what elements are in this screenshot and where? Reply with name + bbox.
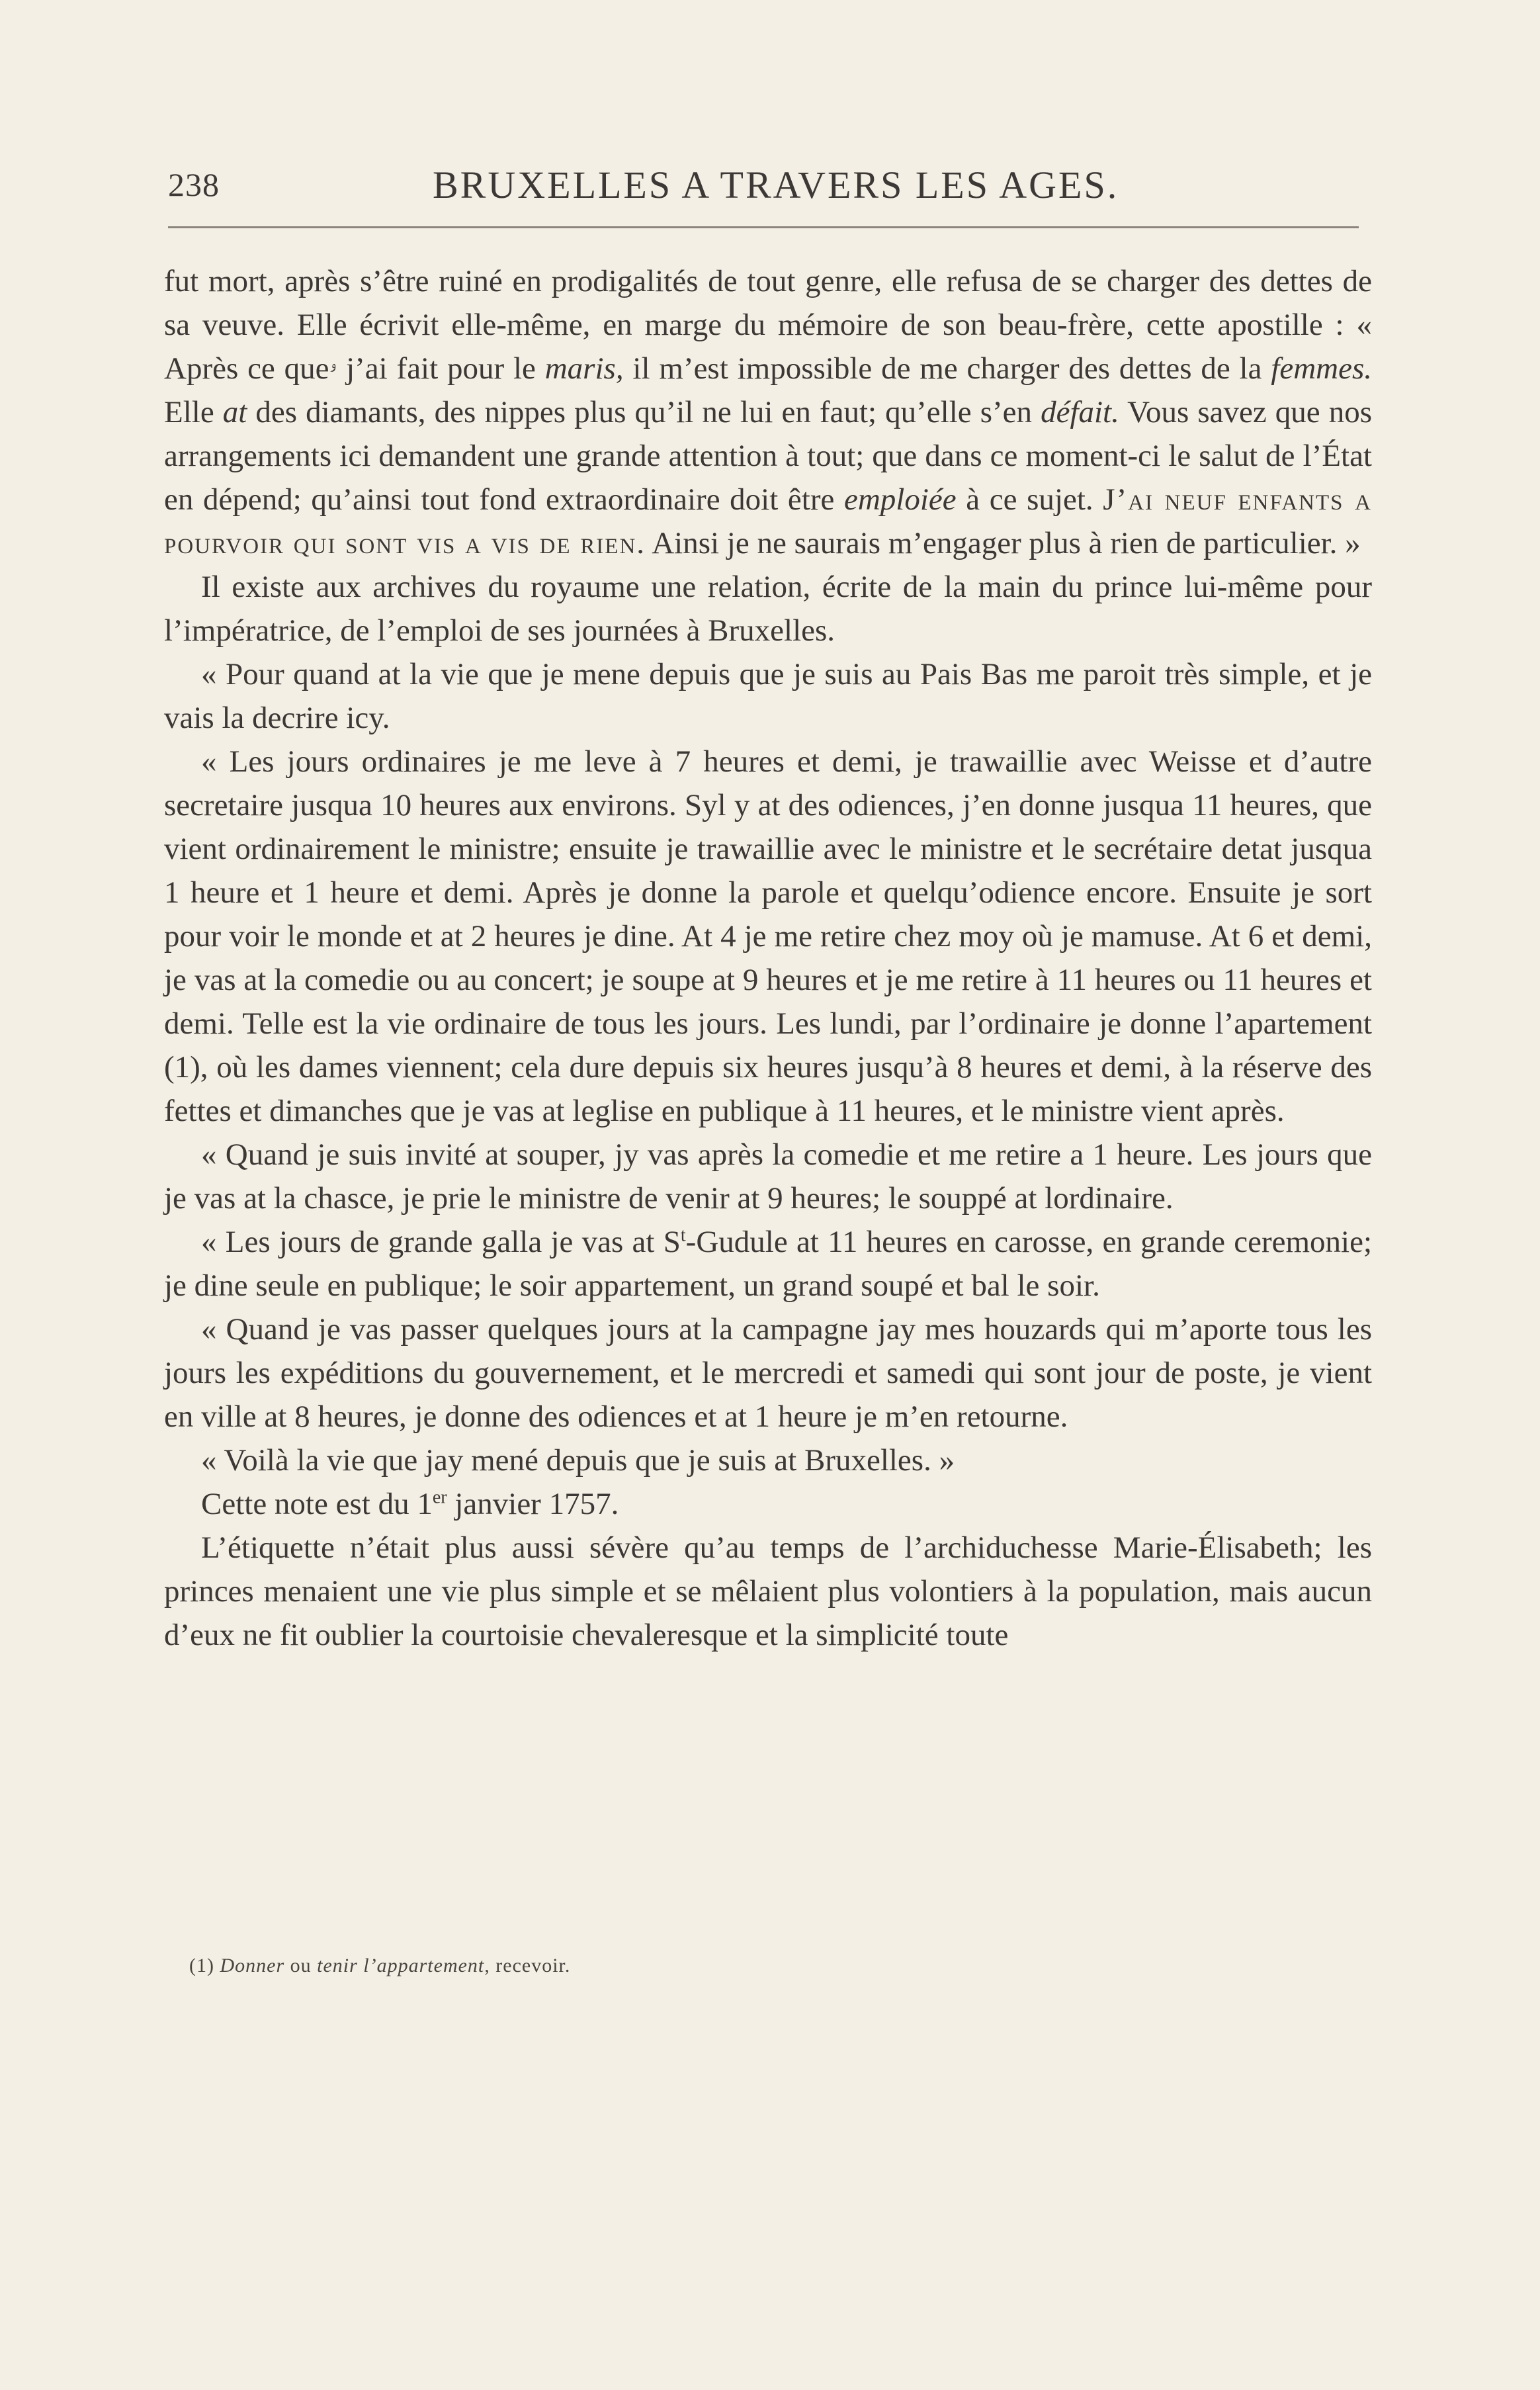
italic-at: at: [222, 395, 247, 429]
paragraph-1: fut mort, après s’être ruiné en prodigalités de tout genre, elle refusa de se charger des dettes de sa veuve. Elle écrivit elle-même, en marge du mémoire de son beau-frère, cette apostille : « Après ce queۥ j’ai fait pour le maris, il m’est impossible de me charger des dettes de la femmes. Elle at des diamants, des nippes plus qu’il ne lui en faut; qu’elle s’en défait. Vous savez que nos arrangements ici demandent une grande attention à tout; que dans ce moment-ci le salut de l’État en dépend; qu’ainsi tout fond extraordinaire doit être emploiée à ce sujet. J’ai neuf enfants a pourvoir qui sont vis a vis de rien. Ainsi je ne saurais m’engager plus à rien de particulier. »: [164, 264, 1373, 560]
italic-defait: défait.: [1041, 395, 1119, 429]
page-number: 238: [168, 166, 220, 203]
paragraph-10: L’étiquette n’était plus aussi sévère qu’au temps de l’archiduchesse Marie-Élisabeth; les princes menaient une vie plus simple et se mêlaient plus volontiers à la population, mais aucun d’eux ne fit oublier la courtoisie chevaleresque et la simplicité toute: [164, 1530, 1372, 1652]
paragraph-6: « Les jours de grande galla je vas at $S^t$-Gudule at 11 heures en carosse, en grande ceremonie; je dine seule en publique; le soir appartement, un grand soupé et bal le soir.: [164, 1225, 1373, 1303]
italic-emploiee: emploiée: [844, 482, 957, 517]
paragraph-9: Cette note est du 1er janvier 1757.: [201, 1487, 619, 1521]
footnote: (1) Donner ou tenir l’appartement, recevoir.: [189, 1955, 571, 1976]
paragraph-7: « Quand je vas passer quelques jours at la campagne jay mes houzards qui m’aporte tous les jours les expéditions du gouvernement, et le mercredi et samedi qui sont jour de poste, je vient en ville at 8 heures, je donne des odiences et at 1 heure je m’en retourne.: [164, 1312, 1372, 1434]
superscript-t: t: [680, 1225, 686, 1246]
paragraph-5: « Quand je suis invité at souper, jy vas après la comedie et me retire a 1 heure. Les jours que je vas at la chasce, je prie le ministre de venir at 9 heures; le souppé at lordinaire.: [164, 1137, 1372, 1216]
small-caps-phrase: J’ai neuf enfants a pourvoir qui sont vis a vis de rien.: [164, 482, 1372, 560]
superscript-er: er: [432, 1487, 447, 1508]
paragraph-2: Il existe aux archives du royaume une relation, écrite de la main du prince lui-même pour l’impératrice, de l’emploi de ses journées à Bruxelles.: [164, 570, 1372, 648]
running-title: BRUXELLES A TRAVERS LES AGES.: [433, 163, 1119, 206]
paragraph-8: « Voilà la vie que jay mené depuis que je suis at Bruxelles. »: [201, 1443, 955, 1478]
italic-femmes: femmes.: [1271, 351, 1373, 386]
body-text: [164, 259, 1372, 1657]
paragraph-3: « Pour quand at la vie que je mene depuis que je suis au Pais Bas me paroit très simple, et je vais la decrire icy.: [164, 657, 1372, 735]
header-rule: [168, 226, 1359, 228]
page-header: [168, 154, 1359, 213]
paragraph-4: « Les jours ordinaires je me leve à 7 heures et demi, je trawaillie avec Weisse et d’autre secretaire jusqua 10 heures aux environs. Syl y at des odiences, j’en donne jusqua 11 heures, que vient ordinairement le ministre; ensuite je trawaillie avec le ministre et le secrétaire detat jusqua 1 heure et 1 heure et demi. Après je donne la parole et quelqu’odience encore. Ensuite je sort pour voir le monde et at 2 heures je dine. At 4 je me retire chez moy où je mamuse. At 6 et demi, je vas at la comedie ou au concert; je soupe at 9 heures et je me retire à 11 heures ou 11 heures et demi. Telle est la vie ordinaire de tous les jours. Les lundi, par l’ordinaire je donne l’apartement (1), où les dames viennent; cela dure depuis six heures jusqu’à 8 heures et demi, à la réserve des fettes et dimanches que je vas at leglise en publique à 11 heures, et le ministre vient après.: [164, 744, 1372, 1128]
italic-maris: maris,: [544, 351, 624, 386]
